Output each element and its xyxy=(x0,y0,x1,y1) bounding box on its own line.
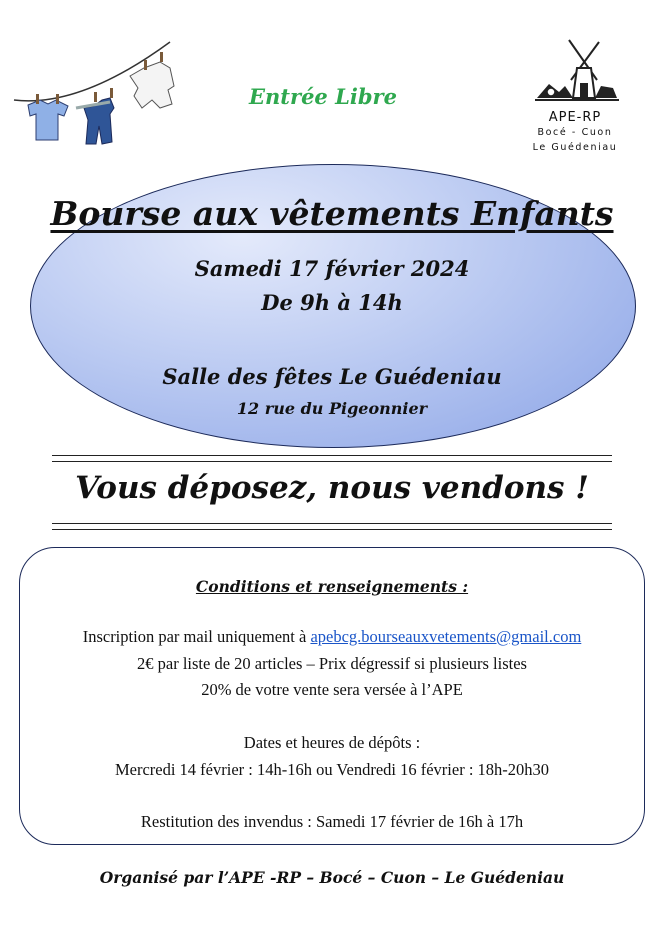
email-link[interactable]: apebcg.bourseauxvetements@gmail.com xyxy=(310,627,582,646)
deposit-title: Dates et heures de dépôts : xyxy=(243,733,421,752)
divider-bottom xyxy=(52,523,612,530)
event-place: Salle des fêtes Le Guédeniau xyxy=(162,364,502,389)
free-entry-label: Entrée Libre xyxy=(249,84,397,109)
organizer-footer: Organisé par l’APE -RP – Bocé – Cuon – Le Guédeniau xyxy=(99,868,565,887)
ape-rp-logo xyxy=(520,36,630,161)
onesie-icon xyxy=(130,52,174,108)
event-date: Samedi 17 février 2024 xyxy=(194,256,470,281)
slogan: Vous déposez, nous vendons ! xyxy=(75,470,589,506)
inscription-line xyxy=(19,627,645,647)
clothesline-illustration xyxy=(10,30,185,150)
commission-line: 20% de votre vente sera versée à l’APE xyxy=(201,680,463,699)
logo-subtitle-2: Le Guédeniau xyxy=(532,142,618,153)
event-address: 12 rue du Pigeonnier xyxy=(236,399,428,418)
windmill-logo-icon xyxy=(529,36,621,108)
inscription-text: Inscription par mail uniquement à xyxy=(82,627,311,646)
event-title: Bourse aux vêtements Enfants xyxy=(50,194,614,233)
pricing-line: 2€ par liste de 20 articles – Prix dégressif si plusieurs listes xyxy=(137,654,527,673)
logo-name: APE-RP xyxy=(548,110,602,125)
logo-subtitle-1: Bocé - Cuon xyxy=(537,127,613,138)
deposit-dates: Mercredi 14 février : 14h-16h ou Vendredi 16 février : 18h-20h30 xyxy=(114,760,550,779)
overalls-icon xyxy=(76,88,114,144)
event-hours: De 9h à 14h xyxy=(261,290,403,315)
conditions-title: Conditions et renseignements : xyxy=(195,577,469,596)
divider-top xyxy=(52,455,612,462)
restitution-line: Restitution des invendus : Samedi 17 février de 16h à 17h xyxy=(140,812,524,831)
